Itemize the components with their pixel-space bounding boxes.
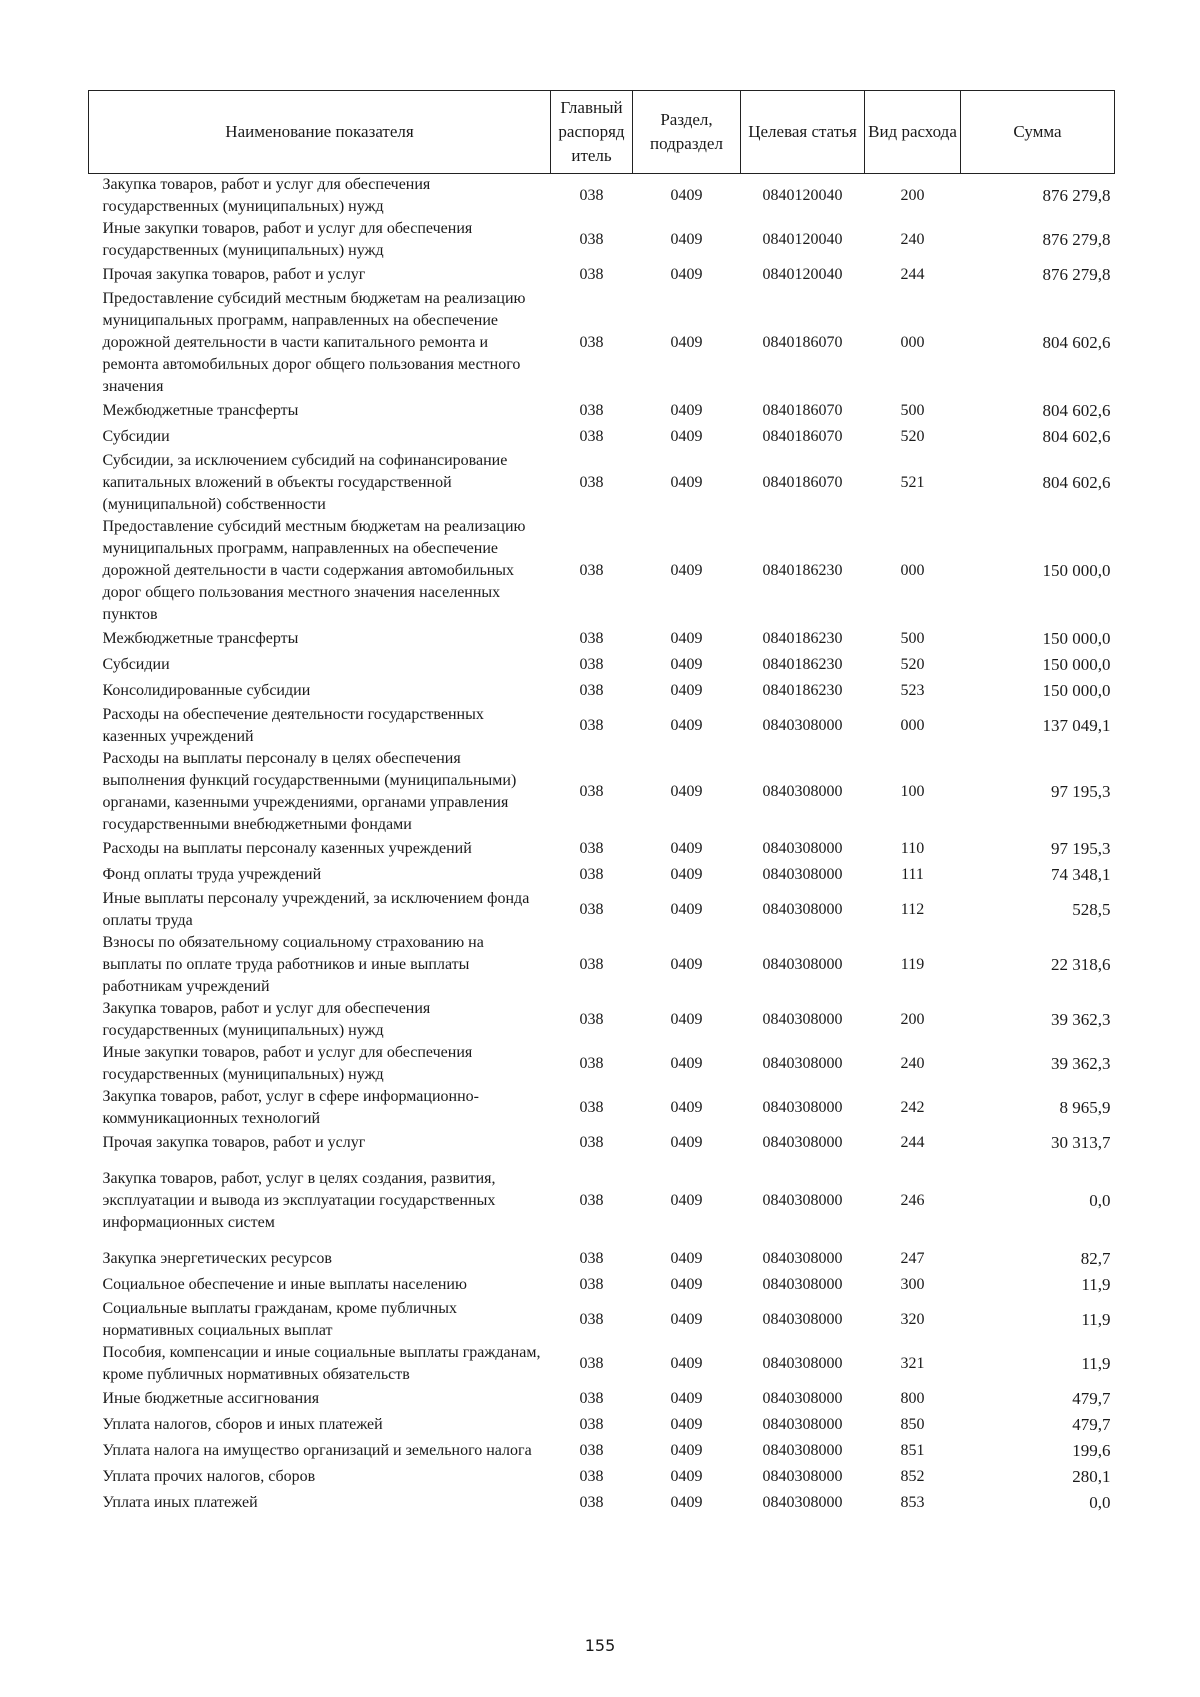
row-glavny-cell: 038: [579, 1011, 604, 1028]
row-vid-cell: 244: [900, 1134, 925, 1151]
row-glavny-cell: 038: [579, 1250, 604, 1267]
table-row: [89, 1168, 1115, 1234]
row-summa-cell: 876 279,8: [1042, 265, 1111, 284]
row-vid-cell: 520: [900, 428, 925, 445]
row-razdel-cell: 0409: [670, 231, 703, 248]
row-razdel-cell: 0409: [670, 562, 703, 579]
row-vid-cell: 851: [900, 1442, 925, 1459]
table-row: [89, 1298, 1115, 1342]
table-row: [89, 1246, 1115, 1272]
row-celevaya-cell: 0840186230: [762, 682, 843, 699]
row-glavny-cell: 038: [579, 1276, 604, 1293]
row-celevaya-cell: 0840308000: [762, 1192, 843, 1209]
row-glavny-cell: 038: [579, 1192, 604, 1209]
table-row: [89, 1130, 1115, 1156]
row-vid-cell: 240: [900, 1055, 925, 1072]
row-celevaya-cell: 0840120040: [762, 266, 843, 283]
row-glavny-cell: 038: [579, 682, 604, 699]
row-name-cell: Субсидии, за исключением субсидий на софинансирование капитальных вложений в объекты государственной (муниципальной) собственности: [102, 452, 508, 513]
row-name-cell: Иные бюджетные ассигнования: [102, 1390, 320, 1407]
table-row: [89, 1490, 1115, 1516]
row-vid-cell: 000: [900, 334, 925, 351]
row-vid-cell: 247: [900, 1250, 925, 1267]
row-celevaya-cell: 0840308000: [762, 1468, 843, 1485]
row-glavny-cell: 038: [579, 187, 604, 204]
row-glavny-cell: 038: [579, 1494, 604, 1511]
row-name-cell: Закупка энергетических ресурсов: [102, 1250, 332, 1267]
header-celevaya: Целевая статья: [741, 91, 865, 174]
row-razdel-cell: 0409: [670, 1355, 703, 1372]
row-vid-cell: 200: [900, 1011, 925, 1028]
header-glavny: Главный распоряд итель: [551, 91, 633, 174]
row-celevaya-cell: 0840308000: [762, 1494, 843, 1511]
row-vid-cell: 110: [900, 840, 925, 857]
row-name-cell: Уплата налогов, сборов и иных платежей: [102, 1416, 383, 1433]
table-row: [89, 1412, 1115, 1438]
row-razdel-cell: 0409: [670, 266, 703, 283]
row-glavny-cell: 038: [579, 334, 604, 351]
row-glavny-cell: 038: [579, 266, 604, 283]
row-razdel-cell: 0409: [670, 474, 703, 491]
row-name-cell: Предоставление субсидий местным бюджетам на реализацию муниципальных программ, направленных на обеспечение дорожной деятельности в части капитального ремонта и ремонта автомобильных дорог общего пользования местного значения: [102, 290, 526, 395]
row-vid-cell: 300: [900, 1276, 925, 1293]
spacer-cell: [89, 1234, 1115, 1246]
row-glavny-cell: 038: [579, 1416, 604, 1433]
row-glavny-cell: 038: [579, 656, 604, 673]
row-vid-cell: 100: [900, 783, 925, 800]
row-celevaya-cell: 0840308000: [762, 956, 843, 973]
table-row: [89, 1438, 1115, 1464]
row-celevaya-cell: 0840308000: [762, 1055, 843, 1072]
row-glavny-cell: 038: [579, 562, 604, 579]
row-celevaya-cell: 0840308000: [762, 1276, 843, 1293]
row-vid-cell: 112: [900, 901, 925, 918]
row-name-cell: Межбюджетные трансферты: [102, 630, 299, 647]
row-razdel-cell: 0409: [670, 866, 703, 883]
row-summa-cell: 137 049,1: [1042, 716, 1111, 735]
row-summa-cell: 97 195,3: [1051, 782, 1111, 801]
row-celevaya-cell: 0840308000: [762, 1355, 843, 1372]
row-razdel-cell: 0409: [670, 402, 703, 419]
row-celevaya-cell: 0840308000: [762, 1134, 843, 1151]
row-summa-cell: 82,7: [1080, 1249, 1111, 1268]
row-glavny-cell: 038: [579, 1355, 604, 1372]
row-celevaya-cell: 0840186230: [762, 656, 843, 673]
table-row: [89, 1272, 1115, 1298]
row-name-cell: Уплата иных платежей: [102, 1494, 258, 1511]
table-body: [89, 174, 1115, 1517]
row-name-cell: Консолидированные субсидии: [102, 682, 311, 699]
row-vid-cell: 800: [900, 1390, 925, 1407]
row-name-cell: Фонд оплаты труда учреждений: [102, 866, 322, 883]
row-razdel-cell: 0409: [670, 1250, 703, 1267]
budget-table: [88, 90, 1115, 1516]
header-name: Наименование показателя: [89, 91, 551, 174]
row-name-cell: Иные закупки товаров, работ и услуг для обеспечения государственных (муниципальных) нужд: [102, 220, 473, 259]
row-summa-cell: 0,0: [1089, 1493, 1111, 1512]
row-spacer: [89, 1234, 1115, 1246]
row-glavny-cell: 038: [579, 402, 604, 419]
row-summa-cell: 804 602,6: [1042, 427, 1111, 446]
table-row: [89, 516, 1115, 626]
table-row: [89, 424, 1115, 450]
row-glavny-cell: 038: [579, 231, 604, 248]
row-razdel-cell: 0409: [670, 1442, 703, 1459]
table-row: [89, 704, 1115, 748]
row-vid-cell: 850: [900, 1416, 925, 1433]
row-glavny-cell: 038: [579, 866, 604, 883]
row-name-cell: Социальное обеспечение и иные выплаты населению: [102, 1276, 467, 1293]
row-name-cell: Закупка товаров, работ и услуг для обеспечения государственных (муниципальных) нужд: [102, 1000, 431, 1039]
row-celevaya-cell: 0840308000: [762, 717, 843, 734]
row-vid-cell: 200: [900, 187, 925, 204]
table-row: [89, 678, 1115, 704]
row-summa-cell: 150 000,0: [1042, 681, 1111, 700]
row-vid-cell: 852: [900, 1468, 925, 1485]
row-name-cell: Закупка товаров, работ, услуг в сфере информационно-коммуникационных технологий: [102, 1088, 479, 1127]
row-razdel-cell: 0409: [670, 428, 703, 445]
row-celevaya-cell: 0840308000: [762, 901, 843, 918]
row-celevaya-cell: 0840186070: [762, 334, 843, 351]
row-name-cell: Расходы на выплаты персоналу в целях обеспечения выполнения функций государственными (муниципальными) органами, казенными учреждениями, органами управления государственными внебюджетными фондами: [102, 750, 517, 833]
table-row: [89, 932, 1115, 998]
row-celevaya-cell: 0840308000: [762, 1311, 843, 1328]
row-summa-cell: 150 000,0: [1042, 561, 1111, 580]
row-razdel-cell: 0409: [670, 1055, 703, 1072]
row-razdel-cell: 0409: [670, 187, 703, 204]
row-glavny-cell: 038: [579, 1390, 604, 1407]
row-celevaya-cell: 0840308000: [762, 1099, 843, 1116]
row-razdel-cell: 0409: [670, 717, 703, 734]
row-vid-cell: 520: [900, 656, 925, 673]
row-name-cell: Предоставление субсидий местным бюджетам на реализацию муниципальных программ, направленных на обеспечение дорожной деятельности в части содержания автомобильных дорог общего пользования местного значения населенных пунктов: [102, 518, 526, 623]
row-summa-cell: 11,9: [1081, 1310, 1111, 1329]
row-celevaya-cell: 0840308000: [762, 840, 843, 857]
row-razdel-cell: 0409: [670, 1276, 703, 1293]
row-vid-cell: 242: [900, 1099, 925, 1116]
row-razdel-cell: 0409: [670, 1468, 703, 1485]
row-glavny-cell: 038: [579, 783, 604, 800]
row-celevaya-cell: 0840308000: [762, 1011, 843, 1028]
table-row: [89, 1464, 1115, 1490]
table-row: [89, 288, 1115, 398]
row-summa-cell: 876 279,8: [1042, 230, 1111, 249]
row-celevaya-cell: 0840120040: [762, 231, 843, 248]
row-razdel-cell: 0409: [670, 630, 703, 647]
row-celevaya-cell: 0840120040: [762, 187, 843, 204]
row-glavny-cell: 038: [579, 1311, 604, 1328]
row-glavny-cell: 038: [579, 1055, 604, 1072]
row-razdel-cell: 0409: [670, 783, 703, 800]
page-number: 155: [584, 1636, 616, 1655]
row-name-cell: Расходы на выплаты персоналу казенных учреждений: [102, 840, 472, 857]
row-vid-cell: 246: [900, 1192, 925, 1209]
row-glavny-cell: 038: [579, 956, 604, 973]
row-name-cell: Иные выплаты персоналу учреждений, за исключением фонда оплаты труда: [102, 890, 530, 929]
table-row: [89, 218, 1115, 262]
row-razdel-cell: 0409: [670, 840, 703, 857]
table-row: [89, 174, 1115, 219]
row-name-cell: Иные закупки товаров, работ и услуг для обеспечения государственных (муниципальных) нужд: [102, 1044, 473, 1083]
row-summa-cell: 280,1: [1072, 1467, 1111, 1486]
table-row: [89, 1386, 1115, 1412]
row-vid-cell: 240: [900, 231, 925, 248]
row-name-cell: Закупка товаров, работ, услуг в целях создания, развития, эксплуатации и вывода из эксплуатации государственных информационных систем: [102, 1170, 496, 1231]
row-summa-cell: 11,9: [1081, 1354, 1111, 1373]
table-row: [89, 836, 1115, 862]
row-summa-cell: 528,5: [1072, 900, 1111, 919]
row-summa-cell: 804 602,6: [1042, 333, 1111, 352]
row-summa-cell: 74 348,1: [1051, 865, 1111, 884]
row-vid-cell: 119: [900, 956, 925, 973]
row-celevaya-cell: 0840186070: [762, 428, 843, 445]
row-summa-cell: 11,9: [1081, 1275, 1111, 1294]
row-razdel-cell: 0409: [670, 1192, 703, 1209]
row-name-cell: Прочая закупка товаров, работ и услуг: [102, 1134, 366, 1151]
row-summa-cell: 804 602,6: [1042, 473, 1111, 492]
header-vid: Вид расхода: [865, 91, 961, 174]
row-vid-cell: 321: [900, 1355, 925, 1372]
table-row: [89, 398, 1115, 424]
table-row: [89, 1086, 1115, 1130]
row-glavny-cell: 038: [579, 1134, 604, 1151]
table-row: [89, 748, 1115, 836]
row-glavny-cell: 038: [579, 717, 604, 734]
table-row: [89, 888, 1115, 932]
row-glavny-cell: 038: [579, 1468, 604, 1485]
row-razdel-cell: 0409: [670, 1311, 703, 1328]
row-glavny-cell: 038: [579, 840, 604, 857]
row-razdel-cell: 0409: [670, 682, 703, 699]
table-row: [89, 1342, 1115, 1386]
row-summa-cell: 97 195,3: [1051, 839, 1111, 858]
row-razdel-cell: 0409: [670, 1494, 703, 1511]
row-glavny-cell: 038: [579, 428, 604, 445]
row-celevaya-cell: 0840308000: [762, 1250, 843, 1267]
row-summa-cell: 39 362,3: [1051, 1054, 1111, 1073]
row-razdel-cell: 0409: [670, 1099, 703, 1116]
row-vid-cell: 853: [900, 1494, 925, 1511]
row-name-cell: Прочая закупка товаров, работ и услуг: [102, 266, 366, 283]
table-row: [89, 626, 1115, 652]
table-header: [89, 91, 1115, 174]
row-razdel-cell: 0409: [670, 956, 703, 973]
row-vid-cell: 000: [900, 562, 925, 579]
row-razdel-cell: 0409: [670, 656, 703, 673]
row-razdel-cell: 0409: [670, 1416, 703, 1433]
row-name-cell: Взносы по обязательному социальному страхованию на выплаты по оплате труда работников и иные выплаты работникам учреждений: [102, 934, 484, 995]
row-vid-cell: 111: [901, 866, 924, 883]
row-summa-cell: 479,7: [1072, 1415, 1111, 1434]
table-row: [89, 262, 1115, 288]
row-glavny-cell: 038: [579, 1442, 604, 1459]
row-vid-cell: 320: [900, 1311, 925, 1328]
row-celevaya-cell: 0840308000: [762, 866, 843, 883]
row-celevaya-cell: 0840186230: [762, 562, 843, 579]
row-name-cell: Субсидии: [102, 428, 170, 445]
table-row: [89, 862, 1115, 888]
row-razdel-cell: 0409: [670, 1134, 703, 1151]
row-name-cell: Субсидии: [102, 656, 170, 673]
row-celevaya-cell: 0840186070: [762, 474, 843, 491]
row-celevaya-cell: 0840308000: [762, 783, 843, 800]
row-vid-cell: 244: [900, 266, 925, 283]
row-summa-cell: 22 318,6: [1051, 955, 1111, 974]
row-celevaya-cell: 0840308000: [762, 1390, 843, 1407]
row-summa-cell: 804 602,6: [1042, 401, 1111, 420]
row-vid-cell: 523: [900, 682, 925, 699]
row-summa-cell: 199,6: [1072, 1441, 1111, 1460]
row-razdel-cell: 0409: [670, 1390, 703, 1407]
spacer-cell: [89, 1156, 1115, 1168]
row-summa-cell: 150 000,0: [1042, 655, 1111, 674]
row-razdel-cell: 0409: [670, 334, 703, 351]
row-razdel-cell: 0409: [670, 901, 703, 918]
row-glavny-cell: 038: [579, 1099, 604, 1116]
row-summa-cell: 8 965,9: [1059, 1098, 1111, 1117]
table-row: [89, 652, 1115, 678]
row-celevaya-cell: 0840308000: [762, 1442, 843, 1459]
row-razdel-cell: 0409: [670, 1011, 703, 1028]
row-name-cell: Социальные выплаты гражданам, кроме публичных нормативных социальных выплат: [102, 1300, 457, 1339]
row-vid-cell: 521: [900, 474, 925, 491]
row-name-cell: Закупка товаров, работ и услуг для обеспечения государственных (муниципальных) нужд: [102, 176, 431, 215]
row-vid-cell: 500: [900, 402, 925, 419]
row-glavny-cell: 038: [579, 630, 604, 647]
row-vid-cell: 500: [900, 630, 925, 647]
row-glavny-cell: 038: [579, 901, 604, 918]
row-summa-cell: 479,7: [1072, 1389, 1111, 1408]
row-summa-cell: 150 000,0: [1042, 629, 1111, 648]
row-glavny-cell: 038: [579, 474, 604, 491]
row-name-cell: Уплата налога на имущество организаций и земельного налога: [102, 1442, 532, 1459]
table-row: [89, 450, 1115, 516]
header-summa: Сумма: [961, 91, 1115, 174]
table-row: [89, 1042, 1115, 1086]
row-summa-cell: 30 313,7: [1051, 1133, 1111, 1152]
row-name-cell: Межбюджетные трансферты: [102, 402, 299, 419]
row-celevaya-cell: 0840186230: [762, 630, 843, 647]
row-summa-cell: 0,0: [1089, 1191, 1111, 1210]
row-celevaya-cell: 0840308000: [762, 1416, 843, 1433]
header-razdel: Раздел, подраздел: [633, 91, 741, 174]
table-row: [89, 998, 1115, 1042]
row-name-cell: Уплата прочих налогов, сборов: [102, 1468, 316, 1485]
row-summa-cell: 39 362,3: [1051, 1010, 1111, 1029]
row-spacer: [89, 1156, 1115, 1168]
row-name-cell: Расходы на обеспечение деятельности государственных казенных учреждений: [102, 706, 484, 745]
row-vid-cell: 000: [900, 717, 925, 734]
row-name-cell: Пособия, компенсации и иные социальные выплаты гражданам, кроме публичных нормативных обязательств: [102, 1344, 541, 1383]
row-summa-cell: 876 279,8: [1042, 186, 1111, 205]
row-celevaya-cell: 0840186070: [762, 402, 843, 419]
